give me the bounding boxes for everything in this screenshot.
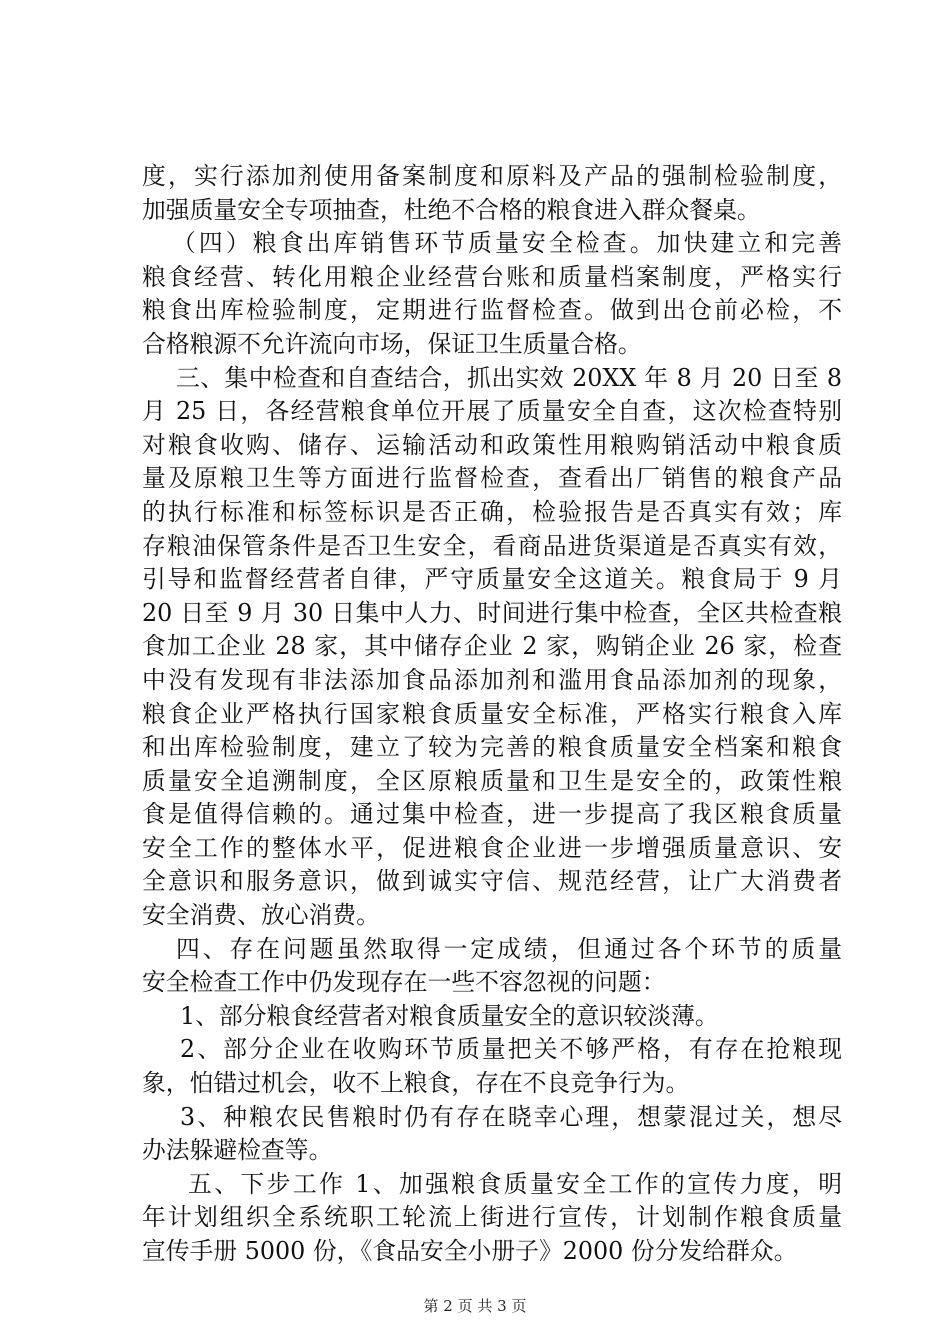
text-line: 象，怕错过机会，收不上粮食，存在不良竞争行为。: [142, 1069, 690, 1098]
text-line: 安全消费、放心消费。: [142, 901, 380, 930]
text-line: 月 25 日，各经营粮食单位开展了质量安全自查，这次检查特别: [142, 397, 842, 426]
text-line: 年计划组织全系统职工轮流上街进行宣传，计划制作粮食质量: [142, 1203, 842, 1232]
text-line: 和出库检验制度，建立了较为完善的粮食质量安全档案和粮食: [142, 733, 842, 762]
text-line: 对粮食收购、储存、运输活动和政策性用粮购销活动中粮食质: [142, 430, 842, 459]
text-line: 存粮油保管条件是否卫生安全，看商品进货渠道是否真实有效，: [142, 531, 842, 560]
text-line: 食是值得信赖的。通过集中检查，进一步提高了我区粮食质量: [142, 800, 842, 829]
text-line: 四、存在问题虽然取得一定成绩，但通过各个环节的质量: [176, 934, 842, 963]
text-line: 量及原粮卫生等方面进行监督检查，查看出厂销售的粮食产品: [142, 464, 842, 493]
text-line: 的执行标准和标签标识是否正确，检验报告是否真实有效；库: [142, 497, 842, 526]
text-line: 质量安全追溯制度，全区原粮质量和卫生是安全的，政策性粮: [142, 766, 842, 795]
page-footer: 第 2 页 共 3 页: [423, 1297, 527, 1315]
text-line: 粮食经营、转化用粮企业经营台账和质量档案制度，严格实行: [142, 262, 842, 291]
text-line: 宣传手册 5000 份，《食品安全小册子》2000 份分发给群众。: [142, 1237, 798, 1265]
text-line: 全意识和服务意识，做到诚实守信、规范经营，让广大消费者: [142, 867, 842, 896]
text-line: 安全检查工作中仍发现存在一些不容忽视的问题：: [142, 968, 666, 997]
text-line: 三、集中检查和自查结合，抓出实效 20XX 年 8 月 20 日至 8: [176, 363, 842, 392]
text-line: 办法躲避检查等。: [142, 1136, 333, 1165]
text-line: 安全工作的整体水平，促进粮食企业进一步增强质量意识、安: [142, 833, 842, 862]
text-line: 3、种粮农民售粮时仍有存在晓幸心理，想蒙混过关，想尽: [180, 1102, 842, 1131]
text-line: 食加工企业 28 家，其中储存企业 2 家，购销企业 26 家，检查: [142, 632, 842, 661]
text-line: 中没有发现有非法添加食品添加剂和滥用食品添加剂的现象，: [142, 665, 842, 694]
text-line: 2、部分企业在收购环节质量把关不够严格，有存在抢粮现: [180, 1035, 842, 1064]
text-line: 合格粮源不允许流向市场，保证卫生质量合格。: [142, 329, 642, 358]
text-line: 20 日至 9 月 30 日集中人力、时间进行集中检查，全区共检查粮: [142, 598, 842, 627]
text-line: 粮食企业严格执行国家粮食质量安全标准，严格实行粮食入库: [142, 699, 842, 728]
text-line: 粮食出库检验制度，定期进行监督检查。做到出仓前必检，不: [142, 296, 842, 325]
text-line: 引导和监督经营者自律，严守质量安全这道关。粮食局于 9 月: [142, 565, 842, 594]
text-line: 度，实行添加剂使用备案制度和原料及产品的强制检验制度，: [142, 162, 842, 190]
text-line: 加强质量安全专项抽查，杜绝不合格的粮食进入群众餐桌。: [142, 195, 761, 224]
document-body: [142, 160, 842, 1269]
text-line: （四）粮食出库销售环节质量安全检查。加快建立和完善: [172, 229, 842, 258]
text-line: 1、部分粮食经营者对粮食质量安全的意识较淡薄。: [180, 1001, 719, 1030]
text-line: 五、下步工作 1、加强粮食质量安全工作的宣传力度，明: [188, 1169, 842, 1198]
